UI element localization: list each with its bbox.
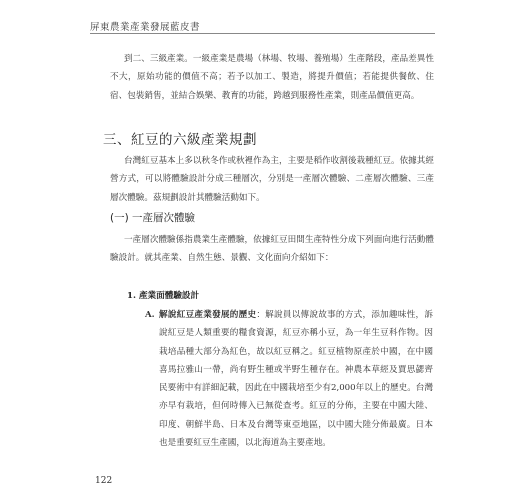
section-paragraph: 台灣紅豆基本上多以秋冬作或秋裡作為主，主要是稻作收割後栽種紅豆。依據其經營方式，可以將體驗設計分成三種層次，分別是一產層次體驗、二產層次體驗、三產層次體驗。茲規劃設計其體驗活動如下。 (110, 156, 434, 203)
list-heading: 1. 產業面體驗設計 (127, 291, 200, 301)
list-item-marker: A. (145, 310, 155, 320)
section-heading: 三、紅豆的六級產業規劃 (103, 132, 257, 148)
header-rule (90, 33, 435, 34)
running-header: 屏東農業產業發展藍皮書 (90, 22, 201, 33)
list-item-body: ：解說員以傳說故事的方式，添加趣味性，訴說紅豆是人類重要的糧食資源，紅豆亦稱小豆，為一年生豆科作物。因栽培品種大部分為紅色，故以紅豆稱之。紅豆植物原產於中國，在中國喜馬拉雅山一帶，尚有野生種或半野生種存在。神農本草經及賈思勰齊民要術中有詳細記載，因此在中國栽培至少有2,000年以上的歷史。台灣亦早有栽培，但何時傳入已無從查考。紅豆的分佈，主要在中國大陸、印度、朝鮮半島、日本及台灣等東亞地區，以中國大陸分佈最廣。日本也是重要紅豆生產國，以北海道為主要產地。 (159, 310, 433, 449)
paragraph-intro: 到二、三級產業。一級產業是農場（林場、牧場、養殖場）生產階段，產品差異性不大，原始功能的價值不高；若予以加工、製造，將提升價值；若能提供餐飲、住宿、包裝銷售，並結合娛樂、教育的功能，跨越到服務性產業，則產品價值更高。 (110, 54, 434, 101)
list-item-title: 解說紅豆產業發展的歷史 (159, 310, 257, 320)
page-number: 122 (95, 476, 113, 486)
list-item-a (159, 306, 433, 452)
subsection-paragraph: 一產層次體驗係指農業生產體驗，依據紅豆田間生產特性分成下列面向進行活動體驗設計。就其產業、自然生態、景觀、文化面向介紹如下： (110, 235, 434, 264)
subsection-heading: (一) 一產層次體驗 (110, 212, 196, 224)
